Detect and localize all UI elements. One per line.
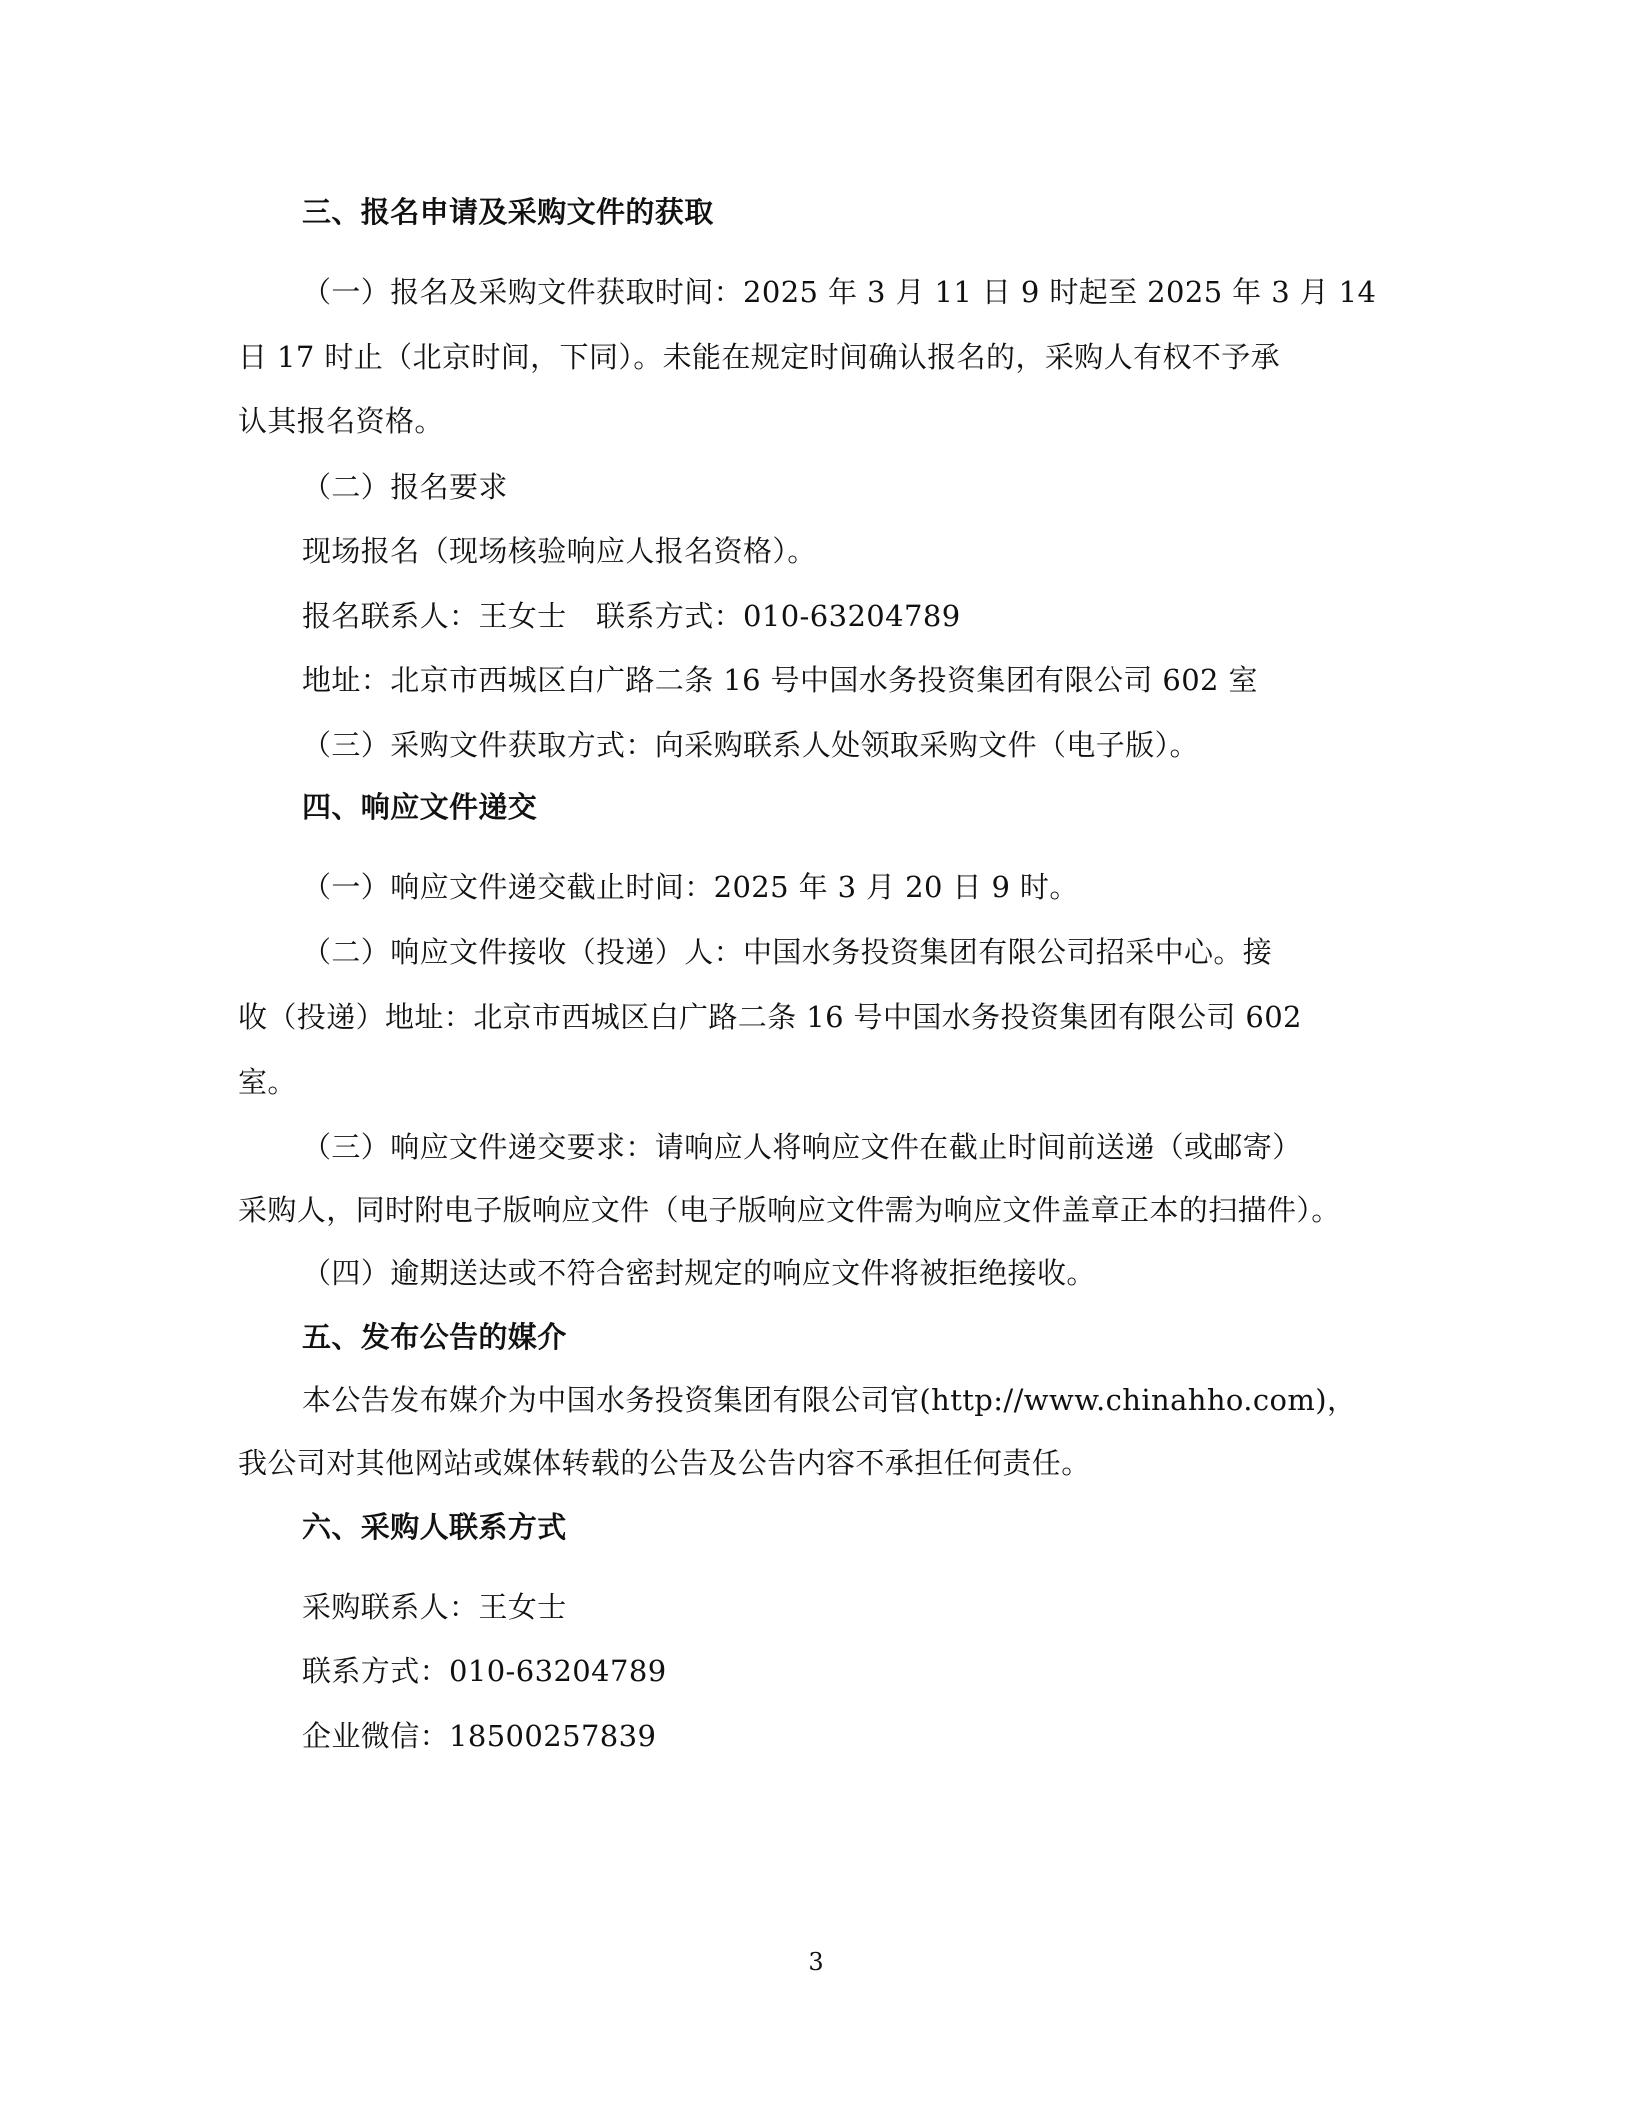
section-heading-5: 五、发布公告的媒介 xyxy=(302,1320,567,1354)
contact-phone-line: 联系方式：010-63204789 xyxy=(302,1654,667,1688)
page-number: 3 xyxy=(808,1948,824,1976)
section-heading-3: 三、报名申请及采购文件的获取 xyxy=(302,195,714,229)
contact-wechat-line: 企业微信：18500257839 xyxy=(302,1719,657,1753)
subsection-heading: （二）报名要求 xyxy=(302,470,508,504)
paragraph-line: （三）采购文件获取方式：向采购联系人处领取采购文件（电子版）。 xyxy=(302,728,1199,762)
paragraph-line: （二）响应文件接收（投递）人：中国水务投资集团有限公司招采中心。接 xyxy=(302,935,1273,969)
paragraph-line: （一）报名及采购文件获取时间：2025 年 3 月 11 日 9 时起至 2025 年 3 月 14 xyxy=(302,275,1377,309)
paragraph-line: （三）响应文件递交要求：请响应人将响应文件在截止时间前送递（或邮寄） xyxy=(302,1130,1302,1164)
paragraph-line: 采购人，同时附电子版响应文件（电子版响应文件需为响应文件盖章正本的扫描件）。 xyxy=(238,1193,1341,1227)
section-heading-4: 四、响应文件递交 xyxy=(302,790,538,824)
paragraph-line: 现场报名（现场核验响应人报名资格）。 xyxy=(302,534,817,568)
paragraph-line: （一）响应文件递交截止时间：2025 年 3 月 20 日 9 时。 xyxy=(302,870,1079,904)
paragraph-line: （四）逾期送达或不符合密封规定的响应文件将被拒绝接收。 xyxy=(302,1256,1096,1290)
paragraph-line: 室。 xyxy=(238,1065,297,1099)
section-heading-6: 六、采购人联系方式 xyxy=(302,1510,567,1544)
paragraph-line: 日 17 时止（北京时间，下同）。未能在规定时间确认报名的，采购人有权不予承 xyxy=(238,340,1281,374)
paragraph-line: 收（投递）地址：北京市西城区白广路二条 16 号中国水务投资集团有限公司 602 xyxy=(238,1000,1302,1034)
paragraph-line: 本公告发布媒介为中国水务投资集团有限公司官(http://www.chinahho.com)， xyxy=(302,1383,1357,1417)
contact-name-line: 采购联系人：王女士 xyxy=(302,1590,567,1624)
contact-line: 报名联系人：王女士 联系方式：010-63204789 xyxy=(302,599,961,633)
paragraph-line: 认其报名资格。 xyxy=(238,404,444,438)
address-line: 地址：北京市西城区白广路二条 16 号中国水务投资集团有限公司 602 室 xyxy=(302,663,1258,697)
paragraph-line: 我公司对其他网站或媒体转载的公告及公告内容不承担任何责任。 xyxy=(238,1446,1091,1480)
